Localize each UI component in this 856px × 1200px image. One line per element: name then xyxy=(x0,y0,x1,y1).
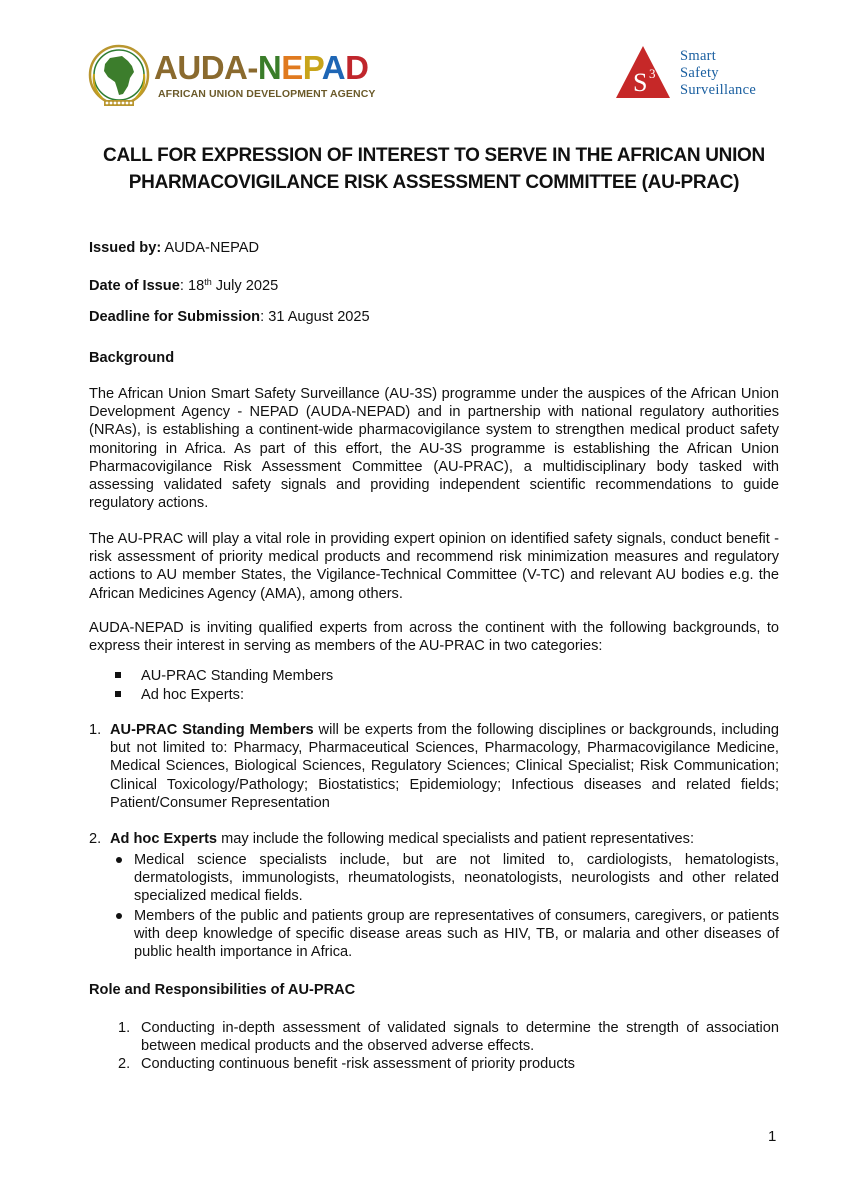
category-number: 2. xyxy=(89,831,102,847)
category-text xyxy=(110,721,779,812)
logo-letter: A xyxy=(154,49,178,86)
logo-letter: N xyxy=(257,49,282,86)
background-heading: Background xyxy=(89,350,175,366)
issued-by xyxy=(89,239,259,257)
s3-mark-superscript: 3 xyxy=(649,66,656,81)
s3-line-3: Surveillance xyxy=(680,82,757,98)
round-bullet-icon xyxy=(116,857,122,863)
round-bullet-icon xyxy=(116,913,122,919)
logo-letter: E xyxy=(281,49,303,86)
category-title: Ad hoc Experts xyxy=(110,831,218,847)
bullet-text: Ad hoc Experts: xyxy=(141,687,245,703)
category-text xyxy=(110,830,779,848)
subitem-text: Medical science specialists include, but are not limited to, cardiologists, hematologists, dermatologists, immunologists, rheumatologists, neonatologists, neurologists and other related specialized medical fields. xyxy=(134,852,779,905)
subitem-text: Members of the public and patients group are representatives of consumers, caregivers, or patients with deep knowledge of specific disease areas such as HIV, TB, or malaria and other diseases of public health importance in Africa. xyxy=(134,908,779,961)
square-bullet-icon xyxy=(115,672,121,678)
logo-letter: A xyxy=(321,49,346,86)
auda-nepad-wordmark xyxy=(154,50,368,86)
date-suffix: th xyxy=(204,277,212,287)
s3-wordmark xyxy=(680,48,756,99)
smart-safety-surveillance-logo xyxy=(614,44,794,104)
category-title: AU-PRAC Standing Members xyxy=(110,722,314,738)
logo-letter: D xyxy=(200,49,225,86)
title-line-2: PHARMACOVIGILANCE RISK ASSESSMENT COMMITTEE (AU-PRAC) xyxy=(128,172,740,193)
logo-letter: - xyxy=(247,49,258,86)
date-day: : 18 xyxy=(179,278,205,294)
date-rest: July 2025 xyxy=(211,278,279,294)
role-text: Conducting continuous benefit -risk assessment of priority products xyxy=(141,1056,575,1072)
square-bullet-icon xyxy=(115,691,121,697)
s3-line-2: Safety xyxy=(680,65,719,81)
background-paragraph-3: AUDA-NEPAD is inviting qualified experts from across the continent with the following backgrounds, to express their interest in serving as members of the AU-PRAC in two categories: xyxy=(89,620,779,655)
title-line-1: CALL FOR EXPRESSION OF INTEREST TO SERVE IN THE AFRICAN UNION xyxy=(103,145,765,166)
roles-heading: Role and Responsibilities of AU-PRAC xyxy=(89,982,356,998)
document-body xyxy=(89,142,779,196)
s3-triangle-icon xyxy=(614,44,672,100)
auda-nepad-logo xyxy=(88,44,376,110)
role-number: 1. xyxy=(118,1020,131,1036)
role-number: 2. xyxy=(118,1056,131,1072)
auda-nepad-subtitle: AFRICAN UNION DEVELOPMENT AGENCY xyxy=(158,88,376,100)
issued-by-value: AUDA-NEPAD xyxy=(161,240,260,256)
date-of-issue xyxy=(89,273,278,295)
logo-letter: P xyxy=(302,49,322,86)
issued-by-label: Issued by: xyxy=(89,240,162,256)
date-label: Date of Issue xyxy=(89,278,180,294)
logo-letter: D xyxy=(345,49,369,86)
deadline xyxy=(89,308,370,326)
role-text: Conducting in-depth assessment of validated signals to determine the strength of association between medical products and the observed adverse effects. xyxy=(141,1020,779,1055)
category-number: 1. xyxy=(89,722,102,738)
logo-letter: A xyxy=(224,49,248,86)
deadline-label: Deadline for Submission xyxy=(89,309,261,325)
s3-line-1: Smart xyxy=(680,48,717,64)
category-description: will be experts from the following disciplines or backgrounds, including but not limited to: Pharmacy, Pharmaceutical Sciences, Pharmacology, Pharmacovigilance Medicine, Medical Sciences, Biological Sciences, Regulatory Sciences; Clinical Specialist; Risk Communication; Clinical Toxicology/Pathology; Biostatistics; Epidemiology; Infectious diseases and related fields; Patient/Consumer Representation xyxy=(110,722,779,811)
document-title xyxy=(89,142,779,196)
logo-letter: U xyxy=(177,49,201,86)
africa-emblem-icon xyxy=(88,44,150,110)
letterhead xyxy=(0,0,856,120)
category-description: may include the following medical specialists and patient representatives: xyxy=(217,831,695,847)
bullet-text: AU-PRAC Standing Members xyxy=(141,668,334,684)
s3-mark: S xyxy=(633,68,648,97)
background-paragraph-2: The AU-PRAC will play a vital role in providing expert opinion on identified safety signals, conduct benefit -risk assessment of priority medical products and recommend risk minimization measures and regulatory actions to AU member States, the Vigilance-Technical Committee (V-TC) and relevant AU bodies e.g. the African Medicines Agency (AMA), among others. xyxy=(89,531,779,602)
deadline-value: : 31 August 2025 xyxy=(260,309,370,325)
page-number: 1 xyxy=(768,1128,777,1145)
background-paragraph-1: The African Union Smart Safety Surveillance (AU-3S) programme under the auspices of the African Union Development Agency - NEPAD (AUDA-NEPAD) and in partnership with national regulatory authorities (NRAs), is establishing a continent-wide pharmacovigilance system to strengthen medical product safety monitoring in Africa. As part of this effort, the AU-3S programme is establishing the African Union Pharmacovigilance Risk Assessment Committee (AU-PRAC), a multidisciplinary body tasked with assessing validated safety signals and providing independent scientific recommendations to guide regulatory actions. xyxy=(89,386,779,512)
